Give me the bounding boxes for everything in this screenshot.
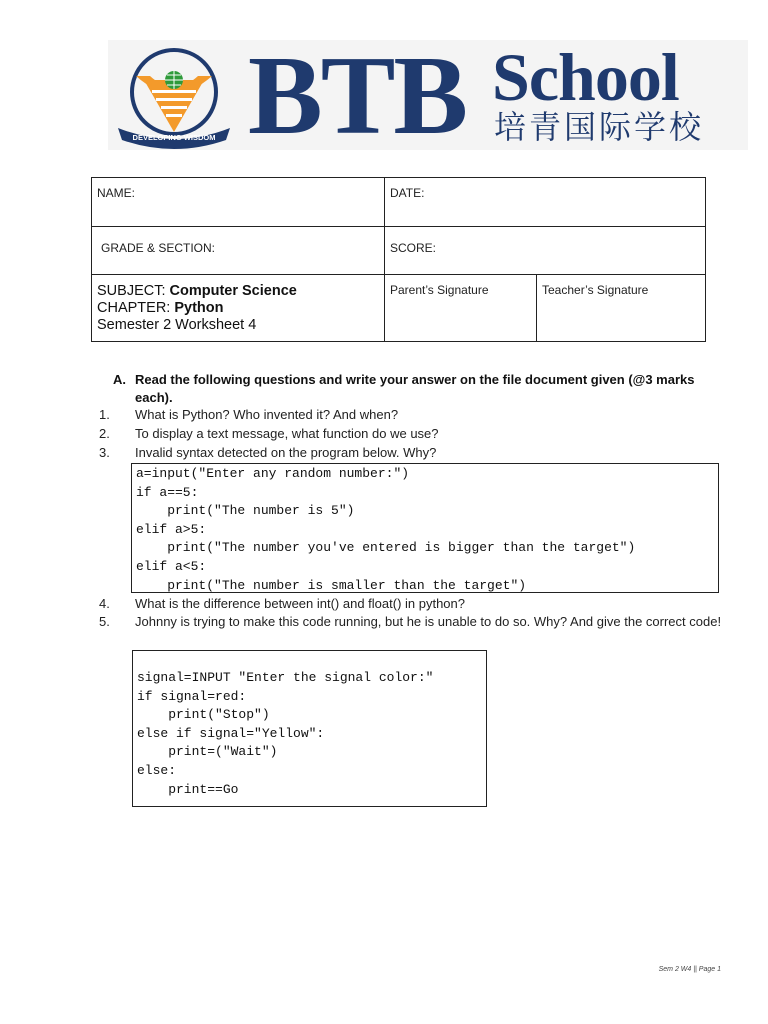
table-row xyxy=(92,227,706,275)
question-number: 1. xyxy=(99,407,110,422)
code-line: print("The number is 5") xyxy=(136,503,355,519)
code-line: else if signal="Yellow": xyxy=(137,725,325,741)
name-cell[interactable] xyxy=(92,178,385,227)
semester-line: Semester 2 Worksheet 4 xyxy=(97,317,257,333)
teacher-signature-cell[interactable] xyxy=(537,275,706,342)
chapter-line xyxy=(97,300,379,317)
question-text: Johnny is trying to make this code running, but he is unable to do so. Why? And give the correct code! xyxy=(135,614,722,629)
school-chinese-name: 培青国际学校 xyxy=(494,108,705,146)
question-text: To display a text message, what function do we use? xyxy=(135,426,439,441)
question-text: What is the difference between int() and float() in python? xyxy=(135,596,466,611)
student-info-table xyxy=(91,177,706,342)
section-instruction: Read the following questions and write your answer on the file document given (@3 marks each). xyxy=(135,372,695,405)
code-line: if a==5: xyxy=(136,484,199,500)
subject-prefix: SUBJECT: xyxy=(97,283,170,299)
question-number: 5. xyxy=(99,614,110,629)
date-label: DATE: xyxy=(390,186,425,200)
brand-logo-text: BTB xyxy=(248,34,467,158)
question-text: What is Python? Who invented it? And when? xyxy=(135,407,399,422)
score-cell[interactable] xyxy=(385,227,706,275)
table-row xyxy=(92,178,706,227)
code-line: else: xyxy=(137,762,177,778)
grade-section-cell[interactable] xyxy=(92,227,385,275)
chapter-prefix: CHAPTER: xyxy=(97,300,175,316)
school-name-text: School xyxy=(492,39,679,115)
parent-signature-label: Parent’s Signature xyxy=(390,283,489,297)
code-line: print=("Wait") xyxy=(137,744,278,760)
section-letter: A. xyxy=(113,372,126,387)
date-cell[interactable] xyxy=(385,178,706,227)
parent-signature-cell[interactable] xyxy=(385,275,537,342)
code-line: a=input("Enter any random number:") xyxy=(136,466,410,481)
page-footer: Sem 2 W4 || Page 1 xyxy=(658,966,721,973)
code-line: print("Stop") xyxy=(137,707,270,723)
code-line: signal=INPUT "Enter the signal color:" xyxy=(137,670,434,685)
grade-section-label: GRADE & SECTION: xyxy=(101,241,216,255)
table-row xyxy=(92,275,706,342)
teacher-signature-label: Teacher’s Signature xyxy=(542,283,649,297)
question-text: Invalid syntax detected on the program below. Why? xyxy=(135,445,437,460)
code-block-question-3 xyxy=(131,463,719,593)
code-block-question-5 xyxy=(132,650,487,807)
code-line: elif a<5: xyxy=(136,558,207,574)
code-line: print("The number you've entered is bigger than the target") xyxy=(136,540,636,556)
subject-cell xyxy=(92,275,385,342)
motto-text: DEVELOPING WISDOM xyxy=(132,133,216,142)
score-label: SCORE: xyxy=(390,241,437,255)
code-line: if signal=red: xyxy=(137,688,247,704)
code-line: elif a>5: xyxy=(136,521,207,537)
question-number: 4. xyxy=(99,596,110,611)
name-label: NAME: xyxy=(97,186,136,200)
question-number: 2. xyxy=(99,426,110,441)
chapter-value: Python xyxy=(174,300,224,316)
code-line: print("The number is smaller than the target") xyxy=(136,577,527,593)
subject-line xyxy=(97,283,379,300)
code-line: print==Go xyxy=(137,781,239,797)
subject-value: Computer Science xyxy=(169,283,297,299)
question-number: 3. xyxy=(99,445,110,460)
school-emblem-logo xyxy=(108,40,238,150)
